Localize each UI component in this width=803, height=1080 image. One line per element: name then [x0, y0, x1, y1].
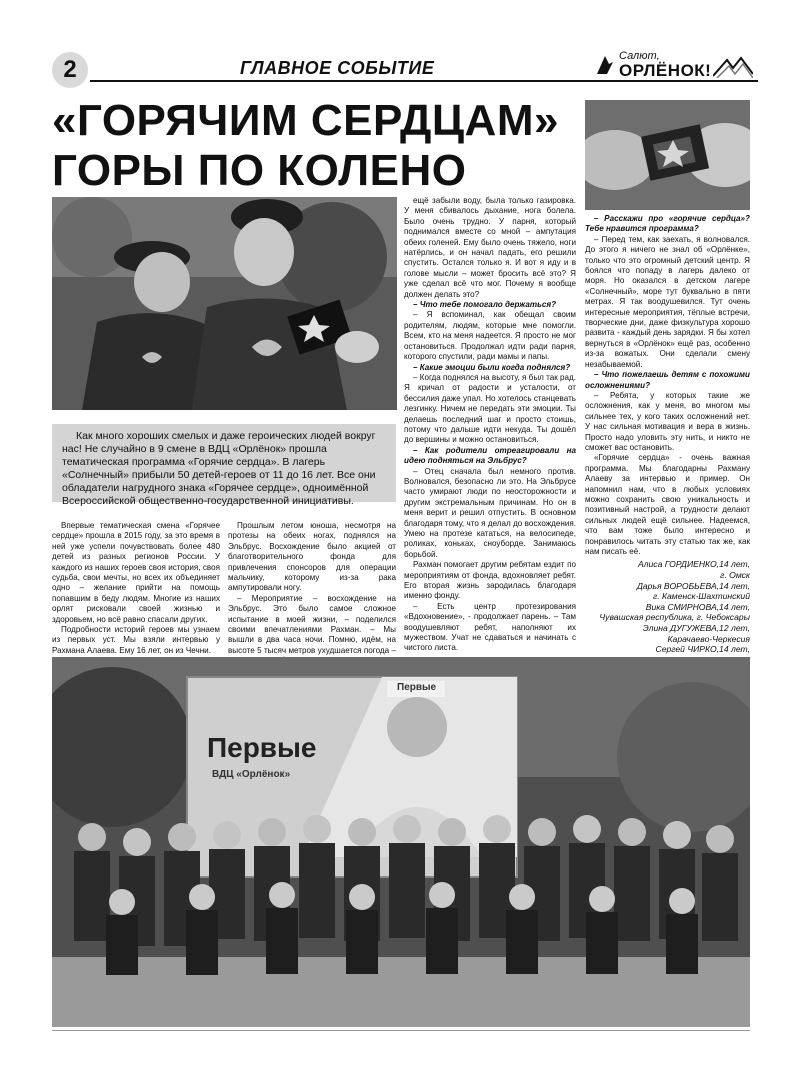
signature-line: г. Каменск-Шахтинский [652, 591, 750, 602]
signature-line: Чувашская республика, г. Чебоксары [599, 612, 750, 623]
paragraph: Подробности историй героев мы узнаем из первых уст. Мы взяли интервью у Рахмана Алаева. Ему 16 лет, он из Чечни. [52, 625, 220, 655]
paragraph: Впервые тематическая смена «Горячее сердце» прошла в 2015 году, за это время в ней уже успели почувствовать более 480 детей из разных регионов России. У каждого из наших героев своя история, своя судьба, свои мечты, но всех их объединяет одно – желание прийти на помощь попавшим в беду людям. Многие из наших орлят рисковали своей жизнью и здоровьем, но всё равно спасали других. [52, 521, 220, 624]
group-of-children [52, 657, 750, 1027]
paragraph: – Когда поднялся на высоту, я был так рад. Я кричал от радости и усталости, от бессилия даже упал. Но хотелось станцевать лезгинку. Ничем не передать эти эмоции. Ты делаешь последний шаг и просто стоишь, потому что дальше идти некуда. Ты дошёл до вершины и можно остановиться. [404, 372, 576, 445]
signature-line: Алиса ГОРДИЕНКО,14 лет, [637, 559, 750, 570]
photo-group-hearts [52, 657, 750, 1027]
signature-line: Сергей ЧИРКО,14 лет, [655, 644, 750, 655]
paragraph: – Есть центр протезирования «Вдохновение», - продолжает парень. – Там воодушевляют ребят, наполняют их мужеством. Учат не сдаваться и начинать с чистого листа. [404, 601, 576, 653]
headline-line-1: «ГОРЯЧИМ СЕРДЦАМ» [52, 96, 559, 145]
article-column-3 [404, 196, 576, 654]
paragraph: ещё забыли воду, была только газировка. У меня сбивалось дыхание, нога болела. Было очень трудно. У парня, который поднимался вместе со мной – ампутация обеих голеней. Ему было очень тяжело, ноги натёрлись, и он начал падать, его решили спустить. Остался только я. И вот я иду и в голове мысли – может бросить всё это? Я уже сделал всё что мог. Почему я вообще должен делать это? [404, 196, 576, 299]
article-column-2 [228, 521, 396, 677]
eagle-icon [595, 54, 615, 78]
brand-logo [595, 50, 755, 82]
banner-title: Первые [207, 732, 317, 763]
page-number: 2 [52, 52, 88, 88]
paragraph: – Отец сначала был немного против. Волновался, безопасно ли это. На Эльбрусе часто умирают люди по неосторожности и другим экстремальным причинам. Но он в меня верит и решил отпустить. В основном благодаря тому, что я делал до восхождения. Умею на протезе кататься, на велосипеде, роликах, коньках, сноуборде. Занимаюсь борьбой. [404, 466, 576, 559]
banner-subtitle: ВДЦ «Орлёнок» [212, 769, 291, 780]
brand-main-text: ОРЛЁНОК! [619, 61, 712, 80]
interview-question: – Как родители отреагировали на идею подняться на Эльбрус? [404, 445, 576, 466]
article-column-1 [52, 521, 220, 656]
paragraph: Прошлым летом юноша, несмотря на протезы на обеих ногах, поднялся на Эльбрус. Восхождение было акцией от благотворительного фонда для привлечения спонсоров для операции мальчику, которому из-за рака ампутировали ногу. [228, 521, 396, 593]
article-column-4 [585, 214, 750, 687]
interview-question: – Какие эмоции были когда поднялся? [413, 362, 571, 372]
signature-line: Карачаево-Черкесия [667, 633, 750, 644]
interview-question: – Расскажи про «горячие сердца»? Тебе нравится программа? [585, 214, 750, 234]
interview-question: – Что тебе помогало держаться? [413, 300, 557, 310]
signature-line: г. Омск [720, 570, 750, 580]
headline [52, 96, 592, 196]
photo-badge-hands [585, 100, 750, 210]
signature-line: Элина ДУГУЖЕВА,12 лет, [642, 622, 750, 633]
photo-teens-with-award [52, 197, 397, 410]
paragraph: – Мероприятие – восхождение на Эльбрус. Это было самое сложное испытание в моей жизни, – поделился своими впечатлениями Рахман. – Мы вышли в два часа ночи. Помню, идём, на высоте 5 тысяч метров ухудшается погода – [228, 593, 396, 655]
stripes-icon [713, 56, 753, 78]
brand-top-text: Салют, [619, 50, 660, 62]
banner-cap-text: Первые [397, 682, 437, 693]
paragraph: – Я вспоминал, как обещал своим родителям, людям, которые мне помогли. Всем, кто на меня надеется. Я просто не мог остановиться. Продолжал идти ради парня, которого спустили, ради мамы и папы. [404, 310, 576, 362]
bottom-rule [52, 1030, 750, 1031]
paragraph: – Перед тем, как заехать, я волновался. До этого я ничего не знал об «Орлёнке», только что это огромный детский центр. Я боялся что попаду в лагерь далеко от моря. Но оказался в детском лагере «Солнечный», море тут буквально в пяти метрах. Я так воодушевился. Тут очень интересные мероприятия, тёплые встречи, творческие дни, даже физкультура хорошо развита - каждый день зарядки. Я бы хотел вернуться в «Орлёнок» ещё раз, особенно из-за вожатых. Они сделали смену незабываемой. [585, 234, 750, 369]
interview-question: – Что пожелаешь детям с похожими осложнениями? [585, 370, 750, 390]
paragraph: Рахман помогает другим ребятам ездит по мероприятиям от фонда, вдохновляет ребят. Его вторая жизнь зародилась благодаря именно фонду. [404, 560, 576, 601]
section-title: ГЛАВНОЕ СОБЫТИЕ [240, 58, 435, 78]
signature-line: Вика СМИРНОВА,14 лет, [645, 601, 750, 612]
paragraph: – Ребята, у которых такие же осложнения, как у меня, во многом мы сильнее тех, у кого таких осложнений нет. У нас сильная мотивация и вера в жизнь. Просто надо уловить эту нить, и никто не сможет вас остановить. [585, 390, 750, 452]
headline-line-2: ГОРЫ ПО КОЛЕНО [52, 146, 467, 195]
lead-paragraph: Как много хороших смелых и даже героических людей вокруг нас! Не случайно в 9 смене в ВДЦ «Орлёнок» прошла тематическая программа «Горячие сердца». В лагерь «Солнечный» прибыли 50 детей-героев от 11 до 16 лет. Все они обладатели нагрудного знака «Горячее сердце», одноимённой Всероссийской общественно-государственной инициативы. [52, 424, 396, 502]
paragraph: «Горячие сердца» - очень важная программа. Мы благодарны Рахману Алаеву за интервью и пример. Он напомнил нам, что в любых условиях можно сохранить свою уникальность и позитивный настрой, а трудности делают сильных людей ещё сильнее. Надеемся, что вам тоже было интересно и понравилось читать эту статью так же, как нам писать её. [585, 453, 750, 556]
signature-line: Дарья ВОРОБЬЕВА,14 лет, [636, 580, 750, 591]
